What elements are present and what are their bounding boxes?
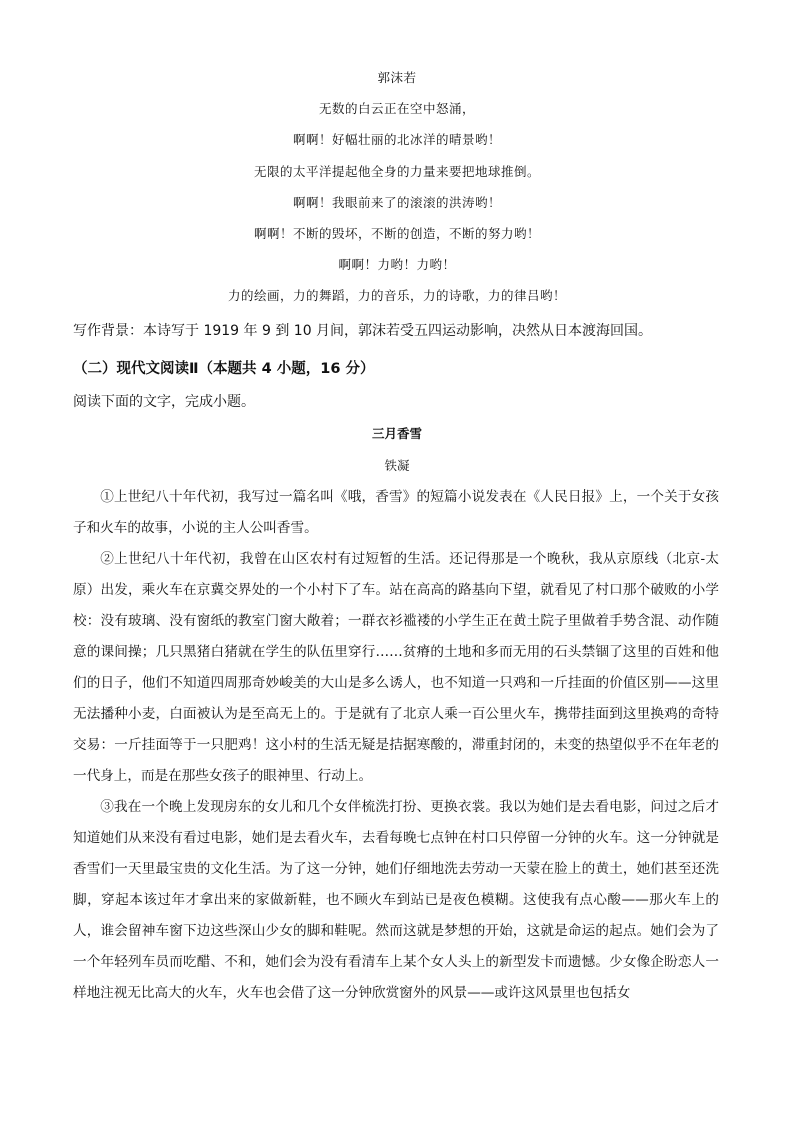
section-instruction: 阅读下面的文字，完成小题。 — [73, 394, 255, 410]
poem-line: 无数的白云正在空中怒涌， — [318, 101, 475, 117]
section-heading: （二）现代文阅读Ⅱ（本题共 4 小题，16 分） — [73, 361, 375, 377]
paragraph: ①上世纪八十年代初，我写过一篇名叫《哦，香雪》的短篇小说发表在《人民日报》上，一个关于女孩子和火车的故事，小说的主人公叫香雪。 — [73, 489, 719, 536]
poem-line: 啊啊！好幅壮丽的北冰洋的晴景哟！ — [292, 132, 501, 148]
story-title: 三月香雪 — [371, 426, 422, 441]
poem-line: 啊啊！我眼前来了的滚滚的洪涛哟！ — [292, 194, 501, 210]
poem-author: 郭沫若 — [377, 70, 417, 85]
story-author: 铁凝 — [384, 458, 410, 473]
poem-line: 力的绘画，力的舞蹈，力的音乐，力的诗歌，力的律吕哟！ — [227, 288, 566, 304]
paragraph: ②上世纪八十年代初，我曾在山区农村有过短暂的生活。还记得那是一个晚秋，我从京原线（北京-太原）出发，乘火车在京冀交界处的一个小村下了车。站在高高的路基向下望，就看见了村口那个破败的小学校：没有玻璃、没有窗纸的教室门窗大敞着；一群衣衫褴褛的小学生正在黄土院子里做着手势含混、动作随意的课间操；几只黑猪白猪就在学生的队伍里穿行……贫瘠的土地和多而无用的石头禁锢了这里的百姓和他们的日子，他们不知道四周那奇妙峻美的大山是多么诱人，也不知道一只鸡和一斤挂面的价值区别——这里无法播种小麦，白面被认为是至高无上的。于是就有了北京人乘一百公里火车，携带挂面到这里换鸡的奇特交易：一斤挂面等于一只肥鸡！这小村的生活无疑是拮据寒酸的，滞重封闭的，未变的热望似乎不在年老的一代身上，而是在那些女孩子的眼神里、行动上。 — [73, 551, 719, 784]
paragraph: ③我在一个晚上发现房东的女儿和几个女伴梳洗打扮、更换衣裳。我以为她们是去看电影，问过之后才知道她们从来没有看过电影，她们是去看火车，去看每晚七点钟在村口只停留一分钟的火车。这一分钟就是香雪们一天里最宝贵的文化生活。为了这一分钟，她们仔细地洗去劳动一天蒙在脸上的黄土，她们甚至还洗脚，穿起本该过年才拿出来的家做新鞋，也不顾火车到站已是夜色模糊。这使我有点心酸——那火车上的人，谁会留神车窗下边这些深山少女的脚和鞋呢。然而这就是梦想的开始，这就是命运的起点。她们会为了一个年轻列车员而吃醋、不和，她们会为没有看清车上某个女人头上的新型发卡而遗憾。少女像企盼恋人一样地注视无比高大的火车，火车也会借了这一分钟欣赏窗外的风景——或许这风景里也包括女 — [73, 799, 719, 1001]
poem-line: 啊啊！力哟！力哟！ — [338, 257, 456, 273]
writing-background: 写作背景：本诗写于 1919 年 9 到 10 月间，郭沫若受五四运动影响，决然从日本渡海回国。 — [73, 323, 653, 339]
poem-line: 无限的太平洋提起他全身的力量来要把地球推倒。 — [253, 163, 540, 179]
poem-line: 啊啊！不断的毁坏，不断的创造，不断的努力哟！ — [253, 225, 540, 241]
poem — [0, 62, 794, 312]
story-body — [73, 482, 719, 1009]
